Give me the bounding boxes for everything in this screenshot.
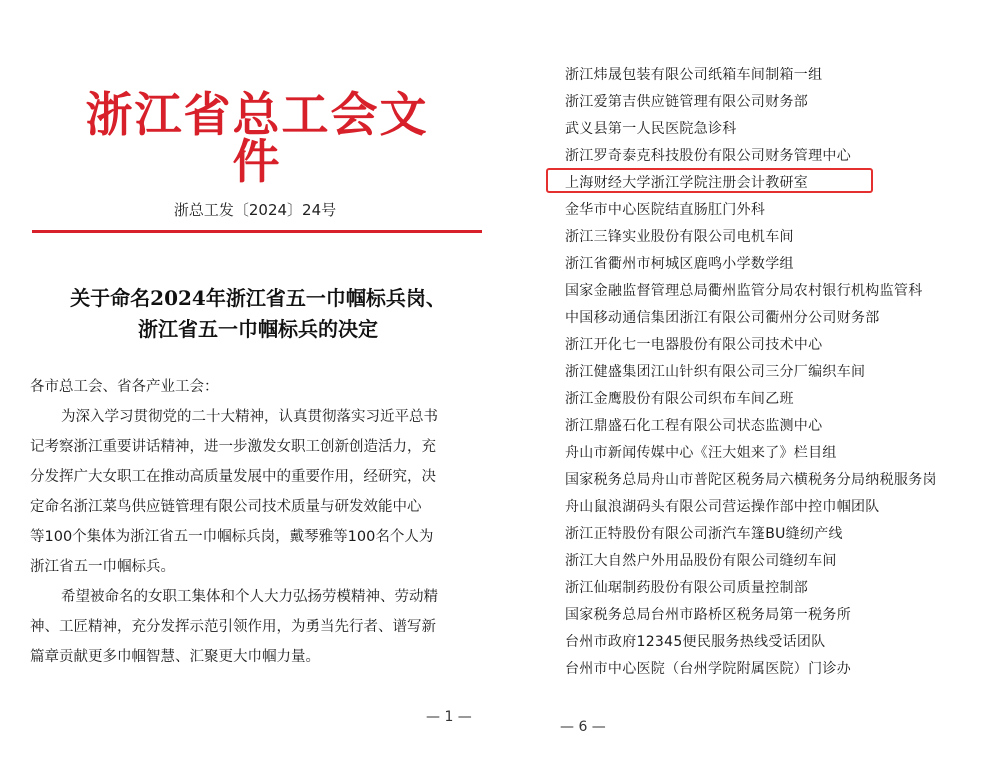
paragraph-line: 篇章贡献更多巾帼智慧、汇聚更大巾帼力量。 (30, 649, 320, 665)
list-item: 武义县第一人民医院急诊科 (565, 121, 737, 137)
list-item: 浙江正特股份有限公司浙汽车篷BU缝纫产线 (565, 526, 843, 542)
paragraph-line: 定命名浙江菜鸟供应链管理有限公司技术质量与研发效能中心 (30, 499, 422, 515)
list-item: 浙江健盛集团江山针织有限公司三分厂编织车间 (565, 364, 866, 380)
list-item: 浙江开化七一电器股份有限公司技术中心 (565, 337, 823, 353)
paragraph-line: 为深入学习贯彻党的二十大精神，认真贯彻落实习近平总书 (61, 409, 438, 425)
document-masthead: 浙江省总工会文件 (85, 88, 429, 190)
highlight-box (546, 168, 873, 193)
paragraph-line: 浙江省五一巾帼标兵。 (30, 559, 175, 575)
list-item: 舟山鼠浪湖码头有限公司营运操作部中控巾帼团队 (565, 499, 880, 515)
list-item: 中国移动通信集团浙江有限公司衢州分公司财务部 (565, 310, 880, 326)
document-number: 浙总工发〔2024〕24号 (173, 201, 337, 219)
paragraph-line: 记考察浙江重要讲话精神，进一步激发女职工创新创造活力，充 (30, 439, 436, 455)
page-number: — 6 — (560, 719, 606, 735)
title-line: 浙江省五一巾帼标兵的决定 (138, 317, 378, 341)
paragraph-line: 等100个集体为浙江省五一巾帼标兵岗，戴琴雅等100名个人为 (30, 529, 434, 545)
list-item: 浙江鼎盛石化工程有限公司状态监测中心 (565, 418, 823, 434)
list-item-highlighted: 上海财经大学浙江学院注册会计教研室 (565, 175, 809, 191)
list-item: 浙江爱第吉供应链管理有限公司财务部 (565, 94, 809, 110)
list-item: 国家金融监督管理总局衢州监管分局农村银行机构监管科 (565, 283, 923, 299)
list-item: 金华市中心医院结直肠肛门外科 (565, 202, 766, 218)
honoree-list (565, 62, 985, 683)
list-item: 浙江大自然户外用品股份有限公司缝纫车间 (565, 553, 837, 569)
document-page-right (520, 0, 988, 766)
title-line: 关于命名2024年浙江省五一巾帼标兵岗、 (70, 286, 446, 310)
paragraph-line: 分发挥广大女职工在推动高质量发展中的重要作用，经研究，决 (30, 469, 436, 485)
list-item: 台州市政府12345便民服务热线受话团队 (565, 634, 826, 650)
page-number: — 1 — (426, 709, 472, 725)
list-item: 浙江仙琚制药股份有限公司质量控制部 (565, 580, 809, 596)
document-title (30, 283, 486, 345)
paragraph-line: 希望被命名的女职工集体和个人大力弘扬劳模精神、劳动精 (61, 589, 438, 605)
document-body (30, 372, 486, 672)
list-item: 浙江罗奇泰克科技股份有限公司财务管理中心 (565, 148, 851, 164)
list-item: 浙江炜晟包装有限公司纸箱车间制箱一组 (565, 67, 823, 83)
list-item: 国家税务总局台州市路桥区税务局第一税务所 (565, 607, 851, 623)
list-item: 台州市中心医院（台州学院附属医院）门诊办 (565, 661, 851, 677)
list-item: 浙江三锋实业股份有限公司电机车间 (565, 229, 794, 245)
list-item: 浙江金鹰股份有限公司织布车间乙班 (565, 391, 794, 407)
list-item: 浙江省衢州市柯城区鹿鸣小学数学组 (565, 256, 794, 272)
list-item: 舟山市新闻传媒中心《汪大姐来了》栏目组 (565, 445, 837, 461)
paragraph-line: 神、工匠精神，充分发挥示范引领作用，为勇当先行者、谱写新 (30, 619, 436, 635)
red-divider (32, 230, 482, 233)
salutation: 各市总工会、省各产业工会： (30, 379, 219, 395)
list-item: 国家税务总局舟山市普陀区税务局六横税务分局纳税服务岗 (565, 472, 937, 488)
